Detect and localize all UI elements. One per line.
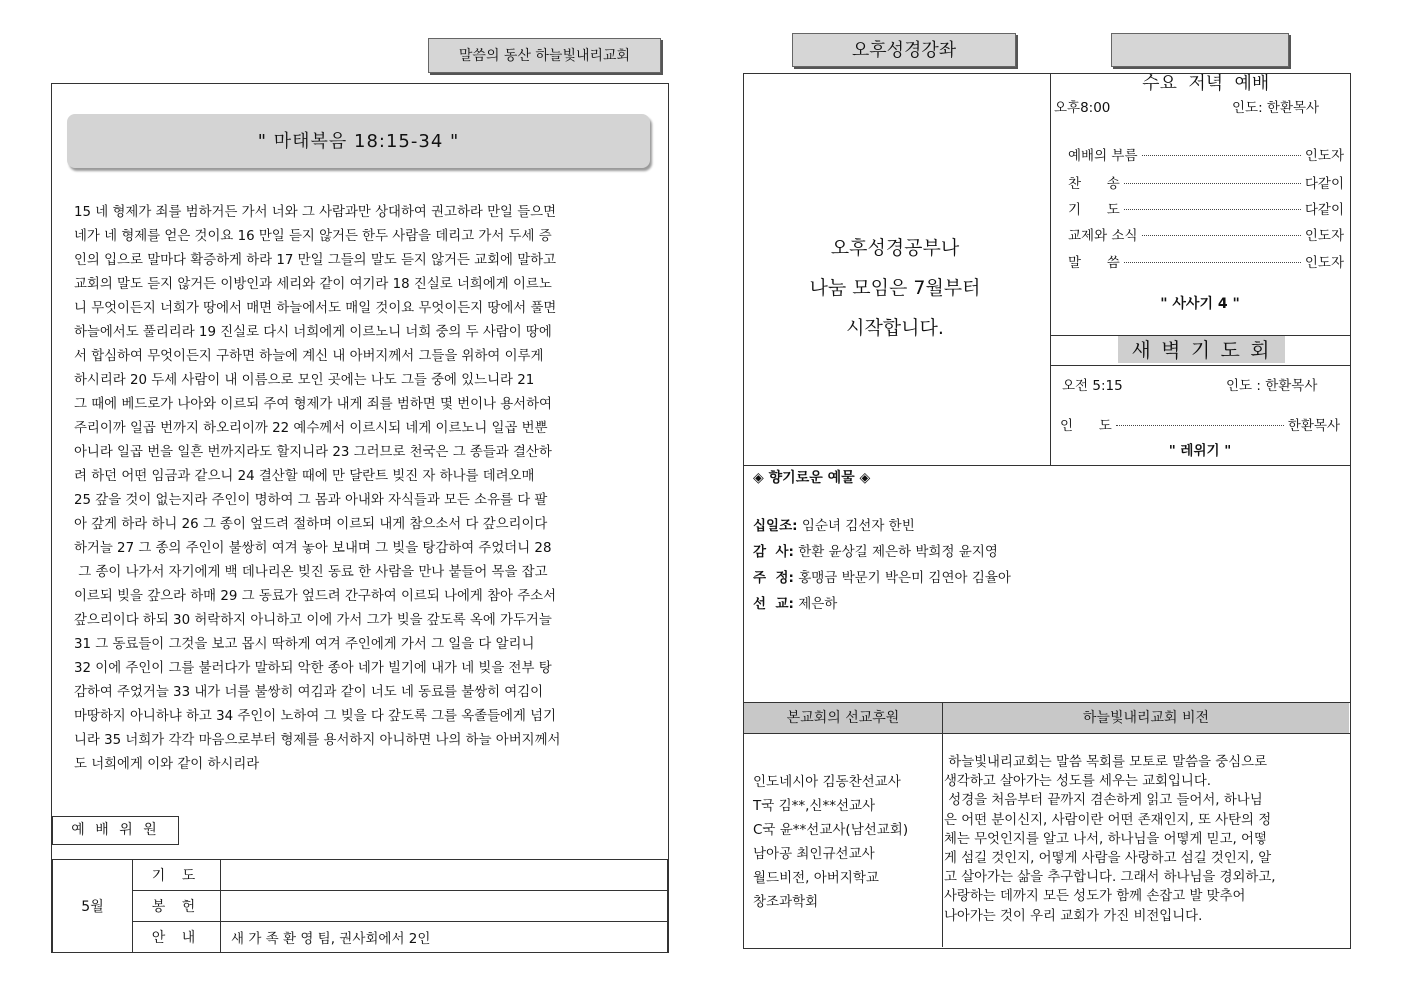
table-row <box>53 891 668 922</box>
order-row <box>1068 144 1344 164</box>
offering-label: 감 사: <box>753 544 794 560</box>
offering-names: 제은하 <box>798 596 838 612</box>
passage-line: 도 너희에게 이와 같이 하시리라 <box>74 757 260 772</box>
order-row <box>1068 198 1344 218</box>
order-value: 인도자 <box>1304 148 1344 164</box>
divider <box>942 702 943 947</box>
passage-line: 니 무엇이든지 너희가 땅에서 매면 하늘에서도 매일 것이요 무엇이든지 땅에서 풀면 <box>74 301 557 316</box>
offering-title: ◈ 향기로운 예물 ◈ <box>753 470 871 486</box>
order-row <box>1068 251 1344 271</box>
notice-line: 시작합니다. <box>846 317 944 339</box>
order-value: 인도자 <box>1304 255 1344 271</box>
vision-line: 나아가는 것이 우리 교회가 가진 비전입니다. <box>944 908 1203 924</box>
offering-row <box>753 566 1011 586</box>
passage-line: 교회의 말도 듣지 않거든 이방인과 세리와 같이 여기라 18 진실로 너희에게 이르노 <box>74 277 552 292</box>
vision-line: 하늘빛내리교회는 말씀 목회를 모토로 말씀을 중심으로 <box>944 755 1268 770</box>
vision-line: 게 섬길 것인지, 어떻게 사람을 사랑하고 섬길 것인지, 알 <box>944 851 1272 867</box>
wednesday-leader: 인도: 한환목사 <box>1232 100 1320 116</box>
table-row <box>53 922 668 953</box>
order-row <box>1068 172 1344 192</box>
wednesday-service-text: 수요 저녁 예배 <box>1142 73 1270 94</box>
afternoon-bible-text: 오후성경강좌 <box>851 40 957 61</box>
offering-row <box>753 592 837 612</box>
offering-row <box>753 514 915 534</box>
passage-line: 하늘에서도 풀리리라 19 진실로 다시 너희에게 이르노니 너희 중의 두 사람이 땅에 <box>74 325 552 340</box>
passage-line: 아니라 일곱 번을 일흔 번까지라도 할지니라 23 그러므로 천국은 그 종들과 결산하 <box>74 445 552 460</box>
passage-line: 서 합심하여 무엇이든지 구하면 하늘에 계신 내 아버지께서 그들을 위하여 이루게 <box>74 349 544 364</box>
table-row <box>53 860 668 891</box>
offering-names: 한환 윤상길 제은하 박희정 윤지영 <box>798 544 998 560</box>
passage-line: 주리이까 일곱 번까지 하오리이까 22 예수께서 이르시되 네게 이르노니 일곱 번뿐 <box>74 421 548 436</box>
offering-names: 임순녀 김선자 한빈 <box>801 518 915 534</box>
passage-line: 15 네 형제가 죄를 범하거든 가서 너와 그 사람과만 상대하여 권고하라 만일 들으면 <box>74 205 557 220</box>
scripture-passage <box>74 201 662 777</box>
order-row <box>1068 224 1344 244</box>
passage-line: 려 하던 어떤 임금과 같으니 24 결산할 때에 만 달란트 빚진 자 하나를 데려오매 <box>74 469 535 484</box>
passage-line: 마땅하지 아니하냐 하고 34 주인이 노하여 그 빚을 다 갚도록 그를 옥졸들에게 넘기 <box>74 709 557 724</box>
leader-dots <box>1124 262 1301 263</box>
passage-line: 감하여 주었거늘 33 내가 너를 불쌍히 여김과 같이 너도 네 동료를 불쌍히 여김이 <box>74 685 544 700</box>
passage-line: 이르되 빚을 갚으라 하매 29 그 동료가 엎드려 간구하여 이르되 나에게 참아 주소서 <box>74 589 557 604</box>
divider <box>743 733 1350 734</box>
offering-label: 선 교: <box>753 596 794 612</box>
dawn-leader: 인도 : 한환목사 <box>1226 378 1318 394</box>
passage-line: 갚으리이다 하되 30 허락하지 아니하고 이에 가서 그가 빚을 갚도록 옥에 가두거늘 <box>74 613 552 628</box>
dawn-row-value: 한환목사 <box>1287 418 1340 434</box>
vision-line: 성경을 처음부터 끝까지 겸손하게 읽고 들어서, 하나님 <box>944 793 1263 809</box>
dawn-prayer-text: 새 벽 기 도 회 <box>1131 338 1272 362</box>
offering-label: 주 정: <box>753 570 794 586</box>
afternoon-bible-tag <box>792 33 1016 67</box>
passage-line: 32 이에 주인이 그를 불러다가 말하되 악한 종아 네가 빌기에 내가 네 빚을 전부 탕 <box>74 661 552 676</box>
afternoon-notice <box>760 228 1030 348</box>
month-cell: 5월 <box>53 860 133 953</box>
notice-line: 오후성경공부나 <box>830 237 960 259</box>
church-name-tag <box>428 38 661 73</box>
role-cell: 안 내 <box>133 922 221 953</box>
dawn-row-label: 인 도 <box>1060 418 1112 434</box>
list-item: C국 윤**선교사(남선교회) <box>753 822 909 838</box>
vision-line: 사랑하는 데까지 모든 성도가 함께 손잡고 발 맞추어 <box>944 889 1246 905</box>
dawn-time: 오전 5:15 <box>1062 378 1123 394</box>
passage-line: 니라 35 너희가 각각 마음으로부터 형제를 용서하지 아니하면 나의 하늘 아버지께서 <box>74 733 561 748</box>
vision-line: 고 살아가는 삶을 추구합니다. 그래서 하나님을 경외하고, <box>944 870 1276 886</box>
worship-roles-table <box>52 859 668 953</box>
order-value: 인도자 <box>1304 228 1344 244</box>
wednesday-time: 오후8:00 <box>1054 100 1111 116</box>
church-name-text: 말씀의 동산 하늘빛내리교회 <box>458 48 631 64</box>
vision-line: 은 어떤 분이신지, 사람이란 어떤 존재인지, 또 사탄의 정 <box>944 812 1272 828</box>
passage-line: 31 그 동료들이 그것을 보고 몹시 딱하게 여겨 주인에게 가서 그 일을 다 알리니 <box>74 637 535 652</box>
passage-line: 아 갚게 하라 하니 26 그 종이 엎드려 절하며 이르되 내게 참으소서 다 갚으리이다 <box>74 517 548 532</box>
leader-dots <box>1124 183 1301 184</box>
divider <box>1050 365 1350 366</box>
order-value: 다같이 <box>1304 176 1344 192</box>
wednesday-service-tag <box>1111 33 1289 94</box>
order-label: 기 도 <box>1068 202 1120 218</box>
passage-line: 하거늘 27 그 종의 주인이 불쌍히 여겨 놓아 보내며 그 빚을 탕감하여 주었더니 28 <box>74 541 552 556</box>
leader-dots <box>1116 425 1284 426</box>
notice-line: 나눔 모임은 7월부터 <box>809 277 981 299</box>
list-item: 인도네시아 김동찬선교사 <box>753 774 901 790</box>
offering-names: 홍맹금 박문기 박은미 김연아 김율아 <box>798 570 1011 586</box>
divider <box>1050 73 1051 466</box>
order-label: 교제와 소식 <box>1068 228 1138 244</box>
vision-text <box>944 753 1346 926</box>
scripture-title: " 마태복음 18:15-34 " <box>67 114 650 168</box>
order-label: 예배의 부름 <box>1068 148 1138 164</box>
dawn-row <box>1060 414 1340 434</box>
list-item: T국 김**,신**선교사 <box>753 798 876 814</box>
role-cell: 봉 헌 <box>133 891 221 922</box>
passage-line: 25 갚을 것이 없는지라 주인이 명하여 그 몸과 아내와 자식들과 모든 소유를 다 팔 <box>74 493 548 508</box>
vision-line: 체는 무엇인지를 알고 나서, 하나님을 어떻게 믿고, 어떻 <box>944 831 1267 847</box>
vision-line: 생각하고 살아가는 성도를 세우는 교회입니다. <box>944 774 1212 790</box>
leader-dots <box>1142 235 1301 236</box>
assignee-cell: 새 가 족 환 영 팀, 권사회에서 2인 <box>221 922 668 953</box>
leader-dots <box>1124 209 1301 210</box>
dawn-prayer-tag <box>1118 336 1285 363</box>
list-item: 남아공 최인규선교사 <box>753 846 875 862</box>
order-label: 찬 송 <box>1068 176 1120 192</box>
offering-label: 십일조: <box>753 518 798 534</box>
wednesday-scripture: " 사사기 4 " <box>1160 296 1240 312</box>
assignee-cell <box>221 860 668 891</box>
worship-committee-label: 예 배 위 원 <box>52 816 179 845</box>
list-item: 창조과학회 <box>753 894 819 910</box>
leader-dots <box>1142 155 1301 156</box>
vision-header: 하늘빛내리교회 비전 <box>943 703 1349 733</box>
order-value: 다같이 <box>1304 202 1344 218</box>
mission-list <box>753 770 908 914</box>
passage-line: 하시리라 20 두세 사람이 내 이름으로 모인 곳에는 나도 그들 중에 있느니라 21 <box>74 373 535 388</box>
list-item: 월드비전, 아버지학교 <box>753 870 879 886</box>
mission-header: 본교회의 선교후원 <box>744 703 942 733</box>
passage-line: 그 종이 나가서 자기에게 백 데나리온 빚진 동료 한 사람을 만나 붙들어 목을 잡고 <box>74 565 548 580</box>
passage-line: 네가 네 형제를 얻은 것이요 16 만일 듣지 않거든 한두 사람을 데리고 가서 두세 증 <box>74 229 552 244</box>
offering-row <box>753 540 998 560</box>
dawn-scripture: " 레위기 " <box>1168 443 1232 459</box>
order-label: 말 씀 <box>1068 255 1120 271</box>
divider <box>743 465 1350 466</box>
passage-line: 인의 입으로 말마다 확증하게 하라 17 만일 그들의 말도 듣지 않거든 교회에 말하고 <box>74 253 557 268</box>
passage-line: 그 때에 베드로가 나아와 이르되 주여 형제가 내게 죄를 범하면 몇 번이나 용서하여 <box>74 397 552 412</box>
role-cell: 기 도 <box>133 860 221 891</box>
assignee-cell <box>221 891 668 922</box>
